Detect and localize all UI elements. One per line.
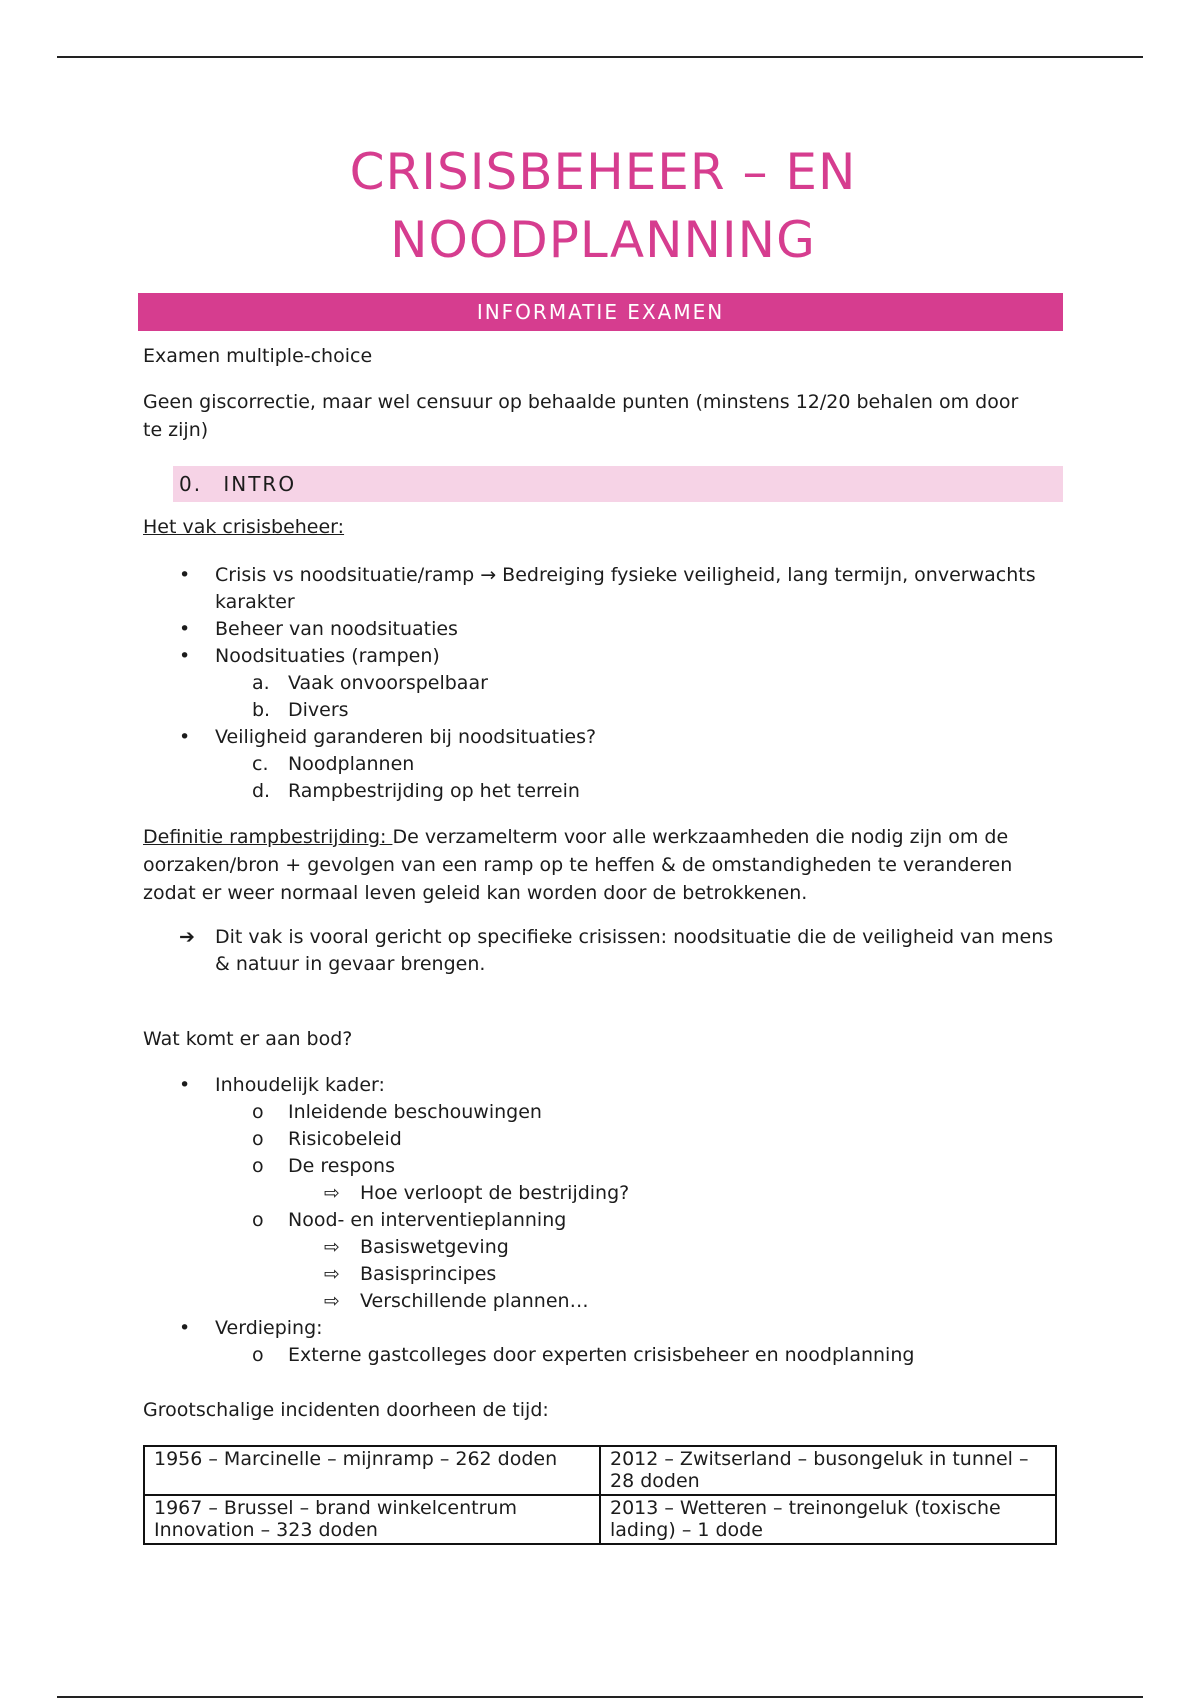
- bullet-marker: •: [179, 564, 191, 586]
- list-item: [143, 1180, 1063, 1207]
- info-banner: INFORMATIE EXAMEN: [138, 293, 1063, 331]
- document-title: [143, 138, 1063, 274]
- list-item: [143, 751, 1063, 778]
- list-item-text: Rampbestrijding op het terrein: [288, 780, 580, 802]
- table-row: [144, 1446, 1056, 1495]
- list-item: [143, 1126, 1063, 1153]
- section-heading: [173, 466, 1063, 502]
- table-cell: 1967 – Brussel – brand winkelcentrum Innovation – 323 doden: [144, 1495, 600, 1544]
- letter-marker: d.: [252, 780, 271, 802]
- section-title: INTRO: [223, 472, 297, 496]
- list-item: [143, 1342, 1063, 1369]
- title-line-2: NOODPLANNING: [390, 211, 816, 269]
- list-item-text: Inleidende beschouwingen: [288, 1101, 542, 1123]
- section-number: 0.: [179, 472, 203, 496]
- list-item-text: Crisis vs noodsituatie/ramp → Bedreiging fysieke veiligheid, lang termijn, onverwachts karakter: [215, 564, 1036, 613]
- list-item-text: Divers: [288, 699, 349, 721]
- list-item: [143, 724, 1063, 751]
- list-item-text: Inhoudelijk kader:: [215, 1074, 385, 1096]
- list-item: [143, 562, 1063, 616]
- list-item: [143, 1153, 1063, 1180]
- definition-label: Definitie rampbestrijding:: [143, 826, 393, 848]
- circle-marker: o: [252, 1101, 264, 1123]
- arrow-icon: ⇨: [324, 1290, 340, 1312]
- exam-note: Geen giscorrectie, maar wel censuur op behaalde punten (minstens 12/20 behalen om door te zijn): [143, 391, 1019, 441]
- exam-type: Examen multiple-choice: [143, 345, 373, 367]
- list-item-text: Risicobeleid: [288, 1128, 402, 1150]
- definition-text: De verzamelterm voor alle werkzaamheden die nodig zijn om de oorzaken/bron + gevolgen van een ramp op te heffen & de omstandigheden te veranderen zodat er weer normaal leven geleid kan worden door de betrokkenen.: [143, 826, 1013, 904]
- bullet-marker: •: [179, 1317, 191, 1339]
- table-cell: 2012 – Zwitserland – busongeluk in tunnel – 28 doden: [600, 1446, 1056, 1495]
- list-item-text: Noodsituaties (rampen): [215, 645, 440, 667]
- definition-paragraph: [143, 823, 1048, 907]
- list-item-text: Basiswetgeving: [360, 1236, 509, 1258]
- list-item: [143, 1207, 1063, 1234]
- circle-marker: o: [252, 1128, 264, 1150]
- list-item-text: Noodplannen: [288, 753, 415, 775]
- letter-marker: a.: [252, 672, 270, 694]
- arrow-icon: ⇨: [324, 1236, 340, 1258]
- circle-marker: o: [252, 1344, 264, 1366]
- table-cell: 1956 – Marcinelle – mijnramp – 262 doden: [144, 1446, 600, 1495]
- list-item-text: Hoe verloopt de bestrijding?: [360, 1182, 630, 1204]
- incidents-heading: Grootschalige incidenten doorheen de tijd:: [143, 1399, 549, 1421]
- aanbod-list: [143, 1072, 1063, 1369]
- list-item-text: Verdieping:: [215, 1317, 323, 1339]
- list-item-text: Nood- en interventieplanning: [288, 1209, 567, 1231]
- incidents-table: [143, 1445, 1057, 1545]
- header-rule: [57, 56, 1143, 58]
- list-item-text: Beheer van noodsituaties: [215, 618, 458, 640]
- focus-note: [143, 924, 1063, 978]
- list-item: [143, 616, 1063, 643]
- vak-heading: Het vak crisisbeheer:: [143, 516, 345, 538]
- vak-list: [143, 562, 1063, 805]
- list-item-text: Verschillende plannen…: [360, 1290, 589, 1312]
- aanbod-heading: Wat komt er aan bod?: [143, 1028, 353, 1050]
- bullet-marker: •: [179, 618, 191, 640]
- bullet-marker: •: [179, 1074, 191, 1096]
- list-item: [143, 643, 1063, 670]
- list-item: [143, 1288, 1063, 1315]
- list-item: [143, 1234, 1063, 1261]
- circle-marker: o: [252, 1155, 264, 1177]
- list-item: [143, 670, 1063, 697]
- list-item-text: Basisprincipes: [360, 1263, 497, 1285]
- arrow-icon: ⇨: [324, 1182, 340, 1204]
- arrow-icon: ➔: [179, 926, 195, 948]
- table-cell: 2013 – Wetteren – treinongeluk (toxische lading) – 1 dode: [600, 1495, 1056, 1544]
- list-item: [143, 778, 1063, 805]
- letter-marker: c.: [252, 753, 269, 775]
- list-item-text: Externe gastcolleges door experten crisisbeheer en noodplanning: [288, 1344, 915, 1366]
- bullet-marker: •: [179, 645, 191, 667]
- list-item-text: Vaak onvoorspelbaar: [288, 672, 488, 694]
- circle-marker: o: [252, 1209, 264, 1231]
- title-line-1: CRISISBEHEER – EN: [349, 143, 857, 201]
- bullet-marker: •: [179, 726, 191, 748]
- list-item-text: De respons: [288, 1155, 395, 1177]
- list-item: [143, 1099, 1063, 1126]
- focus-text: Dit vak is vooral gericht op specifieke crisissen: noodsituatie die de veiligheid van mens & natuur in gevaar brengen.: [215, 926, 1054, 975]
- list-item-text: Veiligheid garanderen bij noodsituaties?: [215, 726, 597, 748]
- letter-marker: b.: [252, 699, 271, 721]
- table-row: [144, 1495, 1056, 1544]
- arrow-icon: ⇨: [324, 1263, 340, 1285]
- list-item: [143, 1315, 1063, 1342]
- list-item: [143, 1072, 1063, 1099]
- list-item: [143, 697, 1063, 724]
- list-item: [143, 1261, 1063, 1288]
- footer-rule: [57, 1696, 1143, 1698]
